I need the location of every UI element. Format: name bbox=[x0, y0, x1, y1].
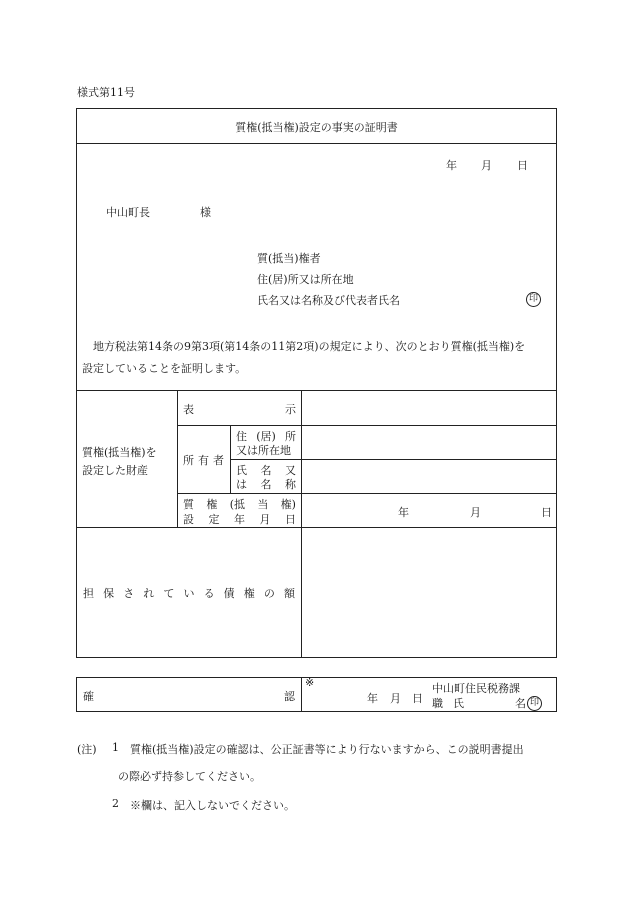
setting-month: 月 bbox=[470, 506, 481, 519]
setting-date-line2: 設 定 年 月 日 bbox=[183, 513, 296, 526]
group-label-line1: 質権(抵当権)を bbox=[82, 446, 157, 459]
notes-prefix: (注) bbox=[77, 743, 97, 756]
table-vline-1 bbox=[177, 390, 178, 527]
owner-address-line1: 住 (居) 所 bbox=[236, 430, 296, 443]
note-1-line1: 質権(抵当権)設定の確認は、公正証書等により行ないますから、この説明書提出 bbox=[130, 743, 524, 756]
setting-year: 年 bbox=[398, 506, 409, 519]
date-year: 年 bbox=[446, 159, 457, 172]
setting-day: 日 bbox=[541, 506, 552, 519]
applicant-name-label: 氏名又は名称及び代表者氏名 bbox=[257, 294, 400, 307]
applicant-address-label: 住(居)所又は所在地 bbox=[257, 273, 354, 286]
confirm-month: 月 bbox=[390, 692, 401, 705]
addressee-name: 中山町長 bbox=[106, 206, 150, 219]
note-1-line2: の際必ず持参してください。 bbox=[118, 770, 261, 783]
owner-label: 所有者 bbox=[183, 454, 228, 467]
group-label-line2: 設定した財産 bbox=[82, 464, 148, 477]
note-1-number: 1 bbox=[112, 741, 119, 754]
frame-top bbox=[76, 108, 557, 109]
note-2-number: 2 bbox=[112, 797, 119, 810]
owner-address-line2: 又は所在地 bbox=[236, 444, 291, 457]
confirm-mark: ※ bbox=[305, 676, 315, 689]
table-hline-3 bbox=[177, 493, 557, 494]
confirm-left bbox=[76, 677, 77, 712]
setting-date-line1: 質 権 (抵 当 権) bbox=[183, 498, 296, 511]
table-vline-3 bbox=[301, 390, 302, 657]
applicant-role: 質(抵当)権者 bbox=[257, 252, 321, 265]
frame-bottom bbox=[76, 657, 557, 658]
body-text-line2: 設定していることを証明します。 bbox=[82, 362, 247, 375]
body-divider bbox=[76, 390, 557, 391]
confirm-day: 日 bbox=[412, 692, 423, 705]
note-2-line1: ※欄は、記入しないでください。 bbox=[130, 799, 295, 812]
applicant-seal-icon: 印 bbox=[526, 292, 541, 307]
date-day: 日 bbox=[517, 159, 528, 172]
doc-title: 質権(抵当権)設定の事実の証明書 bbox=[235, 121, 398, 134]
confirm-right bbox=[556, 677, 557, 712]
confirm-bottom bbox=[76, 711, 557, 712]
confirm-staff-name: 名 bbox=[515, 697, 526, 710]
owner-name-line2: は 名 称 bbox=[236, 478, 296, 491]
title-divider bbox=[76, 143, 557, 144]
frame-left bbox=[76, 108, 77, 658]
form-number: 様式第11号 bbox=[77, 86, 135, 99]
owner-name-line1: 氏 名 又 bbox=[236, 464, 296, 477]
table-hline-2 bbox=[230, 459, 557, 460]
date-month: 月 bbox=[481, 159, 492, 172]
body-text-line1: 地方税法第14条の9第3項(第14条の11第2項)の規定により、次のとおり質権(抵当権)を bbox=[93, 340, 526, 353]
confirm-department: 中山町住民税務課 bbox=[432, 682, 520, 695]
table-hline-1 bbox=[177, 425, 557, 426]
confirm-year: 年 bbox=[367, 692, 378, 705]
addressee-honorific: 様 bbox=[200, 206, 211, 219]
frame-right bbox=[556, 108, 557, 658]
confirm-top bbox=[76, 677, 557, 678]
confirm-label: 確 認 bbox=[83, 690, 295, 703]
confirm-seal-icon: 印 bbox=[527, 696, 542, 711]
confirm-staff-line: 職 氏 bbox=[432, 697, 464, 710]
table-hline-4 bbox=[76, 527, 557, 528]
secured-amount-label: 担 保 さ れ て い る 債 権 の 額 bbox=[83, 587, 295, 600]
confirm-divider bbox=[301, 677, 302, 712]
display-label: 表 示 bbox=[183, 403, 296, 416]
